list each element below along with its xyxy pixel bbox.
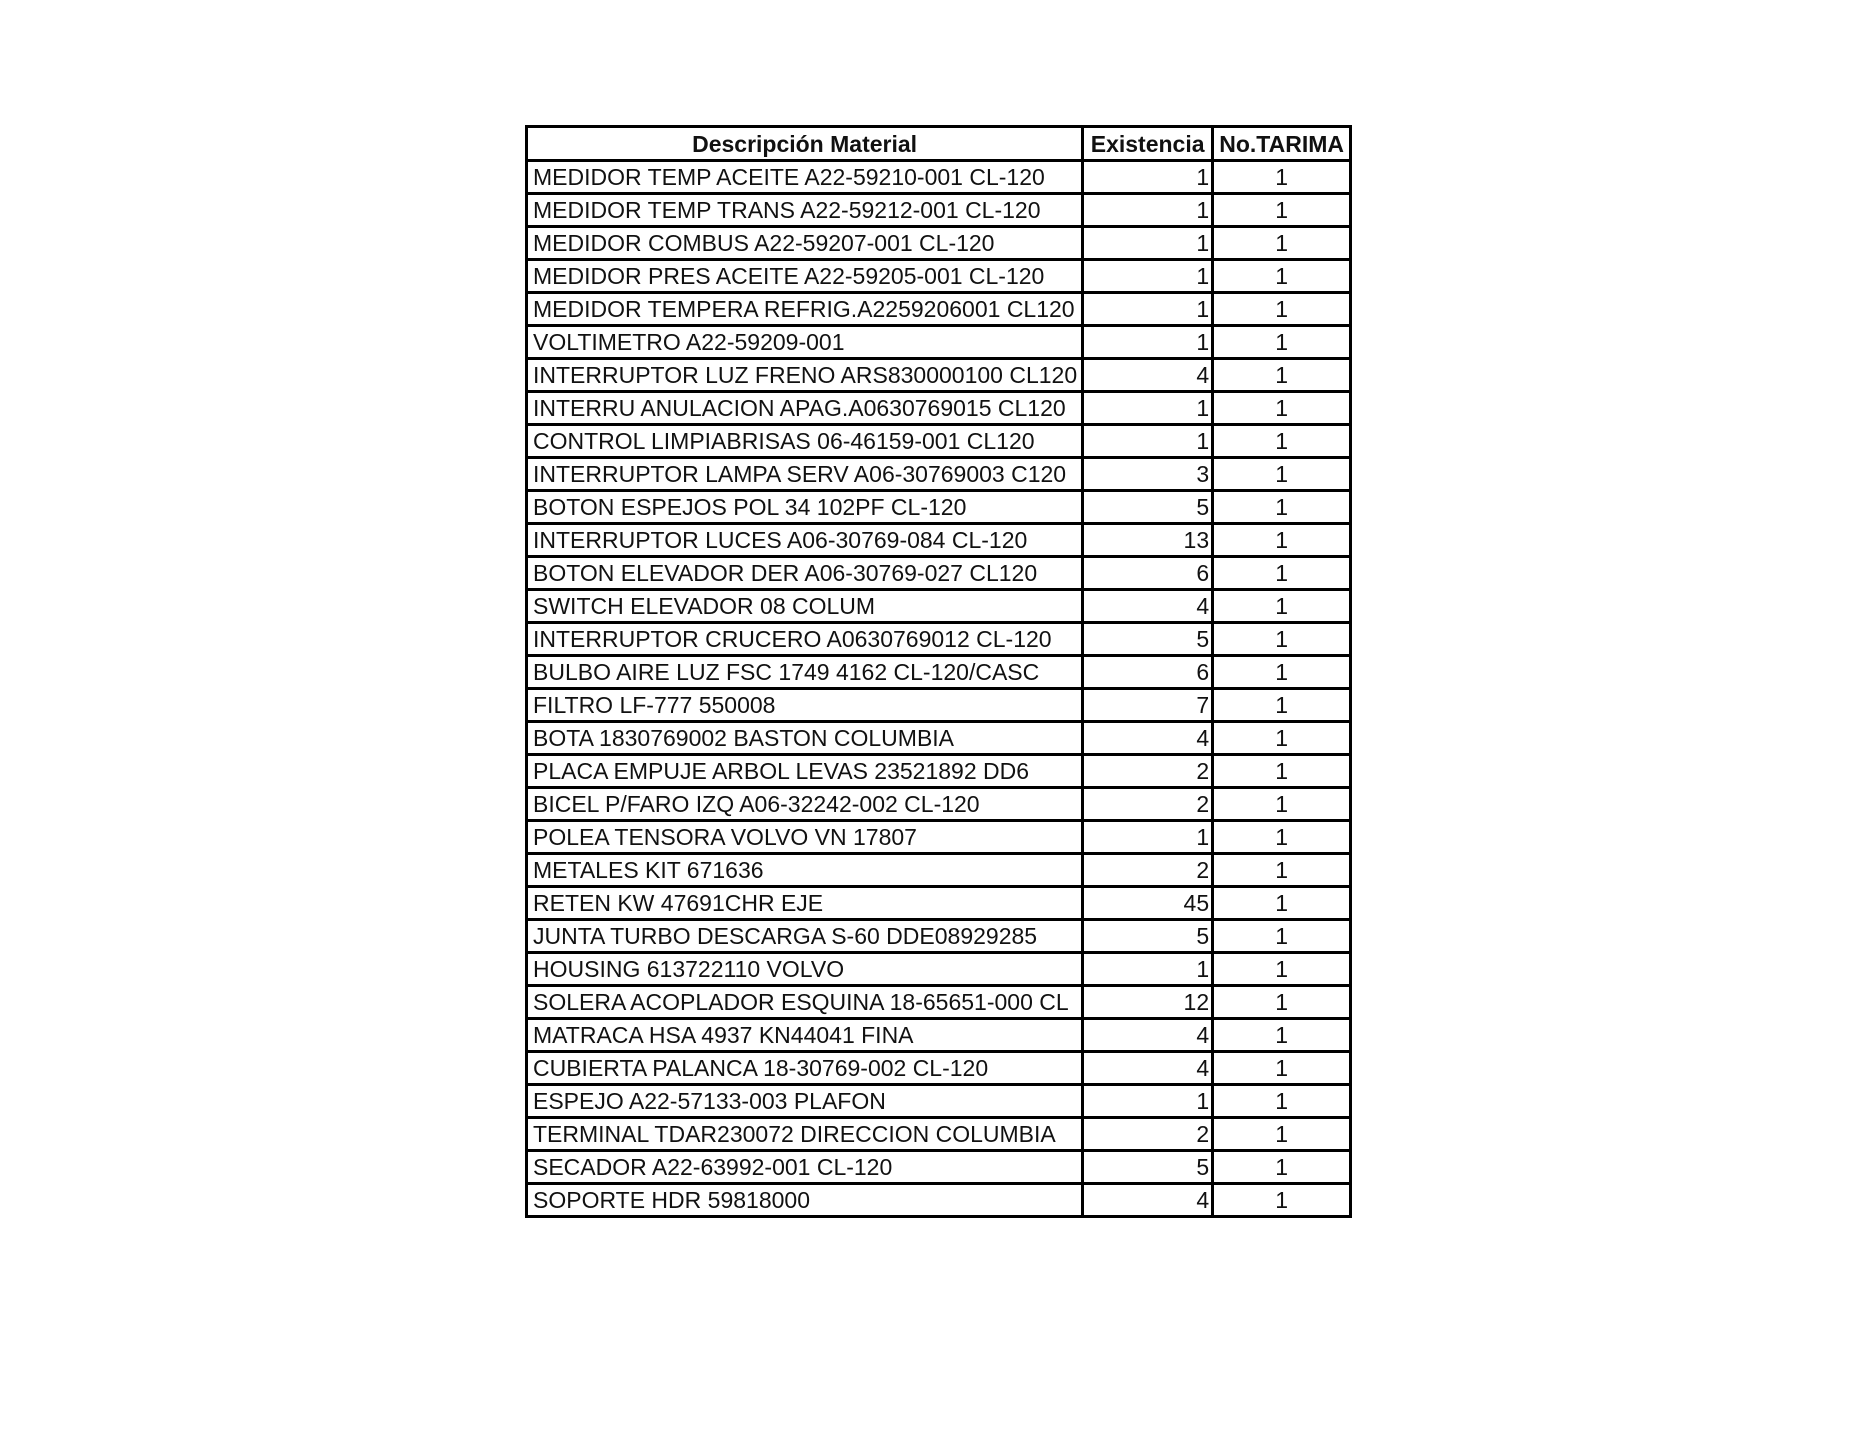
- table-row: [527, 293, 1351, 326]
- cell-existencia: 45: [1083, 887, 1213, 920]
- cell-existencia: 6: [1083, 656, 1213, 689]
- cell-existencia: 4: [1083, 359, 1213, 392]
- cell-descripcion: MEDIDOR PRES ACEITE A22-59205-001 CL-120: [527, 260, 1083, 293]
- cell-existencia: 1: [1083, 1085, 1213, 1118]
- table-row: [527, 623, 1351, 656]
- table-row: [527, 1184, 1351, 1217]
- cell-descripcion: CUBIERTA PALANCA 18-30769-002 CL-120: [527, 1052, 1083, 1085]
- cell-no-tarima: 1: [1213, 1184, 1351, 1217]
- cell-no-tarima: 1: [1213, 953, 1351, 986]
- cell-no-tarima: 1: [1213, 689, 1351, 722]
- cell-existencia: 1: [1083, 161, 1213, 194]
- cell-existencia: 5: [1083, 920, 1213, 953]
- table-row: [527, 689, 1351, 722]
- cell-descripcion: BOTA 1830769002 BASTON COLUMBIA: [527, 722, 1083, 755]
- cell-no-tarima: 1: [1213, 260, 1351, 293]
- cell-descripcion: INTERRUPTOR LUCES A06-30769-084 CL-120: [527, 524, 1083, 557]
- cell-no-tarima: 1: [1213, 1052, 1351, 1085]
- cell-existencia: 2: [1083, 788, 1213, 821]
- cell-descripcion: INTERRUPTOR LUZ FRENO ARS830000100 CL120: [527, 359, 1083, 392]
- cell-descripcion: SWITCH ELEVADOR 08 COLUM: [527, 590, 1083, 623]
- cell-existencia: 5: [1083, 491, 1213, 524]
- table-row: [527, 425, 1351, 458]
- cell-descripcion: HOUSING 613722110 VOLVO: [527, 953, 1083, 986]
- cell-descripcion: POLEA TENSORA VOLVO VN 17807: [527, 821, 1083, 854]
- cell-no-tarima: 1: [1213, 821, 1351, 854]
- table-row: [527, 755, 1351, 788]
- cell-no-tarima: 1: [1213, 887, 1351, 920]
- cell-descripcion: RETEN KW 47691CHR EJE: [527, 887, 1083, 920]
- header-existencia: Existencia: [1083, 127, 1213, 161]
- cell-descripcion: PLACA EMPUJE ARBOL LEVAS 23521892 DD6: [527, 755, 1083, 788]
- table-row: [527, 920, 1351, 953]
- cell-existencia: 3: [1083, 458, 1213, 491]
- table-row: [527, 359, 1351, 392]
- table-row: [527, 1118, 1351, 1151]
- cell-descripcion: VOLTIMETRO A22-59209-001: [527, 326, 1083, 359]
- cell-existencia: 4: [1083, 1052, 1213, 1085]
- table-row: [527, 887, 1351, 920]
- cell-descripcion: JUNTA TURBO DESCARGA S-60 DDE08929285: [527, 920, 1083, 953]
- cell-descripcion: INTERRUPTOR CRUCERO A0630769012 CL-120: [527, 623, 1083, 656]
- cell-descripcion: SOLERA ACOPLADOR ESQUINA 18-65651-000 CL: [527, 986, 1083, 1019]
- cell-no-tarima: 1: [1213, 194, 1351, 227]
- table-body: [527, 161, 1351, 1217]
- cell-no-tarima: 1: [1213, 590, 1351, 623]
- table-row: [527, 986, 1351, 1019]
- cell-existencia: 7: [1083, 689, 1213, 722]
- cell-no-tarima: 1: [1213, 458, 1351, 491]
- table-row: [527, 722, 1351, 755]
- table-row: [527, 1151, 1351, 1184]
- table-row: [527, 821, 1351, 854]
- table-row: [527, 161, 1351, 194]
- cell-descripcion: FILTRO LF-777 550008: [527, 689, 1083, 722]
- cell-existencia: 1: [1083, 194, 1213, 227]
- cell-no-tarima: 1: [1213, 392, 1351, 425]
- cell-existencia: 12: [1083, 986, 1213, 1019]
- table-row: [527, 953, 1351, 986]
- table-row: [527, 656, 1351, 689]
- cell-descripcion: MEDIDOR COMBUS A22-59207-001 CL-120: [527, 227, 1083, 260]
- cell-descripcion: METALES KIT 671636: [527, 854, 1083, 887]
- cell-no-tarima: 1: [1213, 425, 1351, 458]
- inventory-table: [525, 125, 1352, 1218]
- table-row: [527, 194, 1351, 227]
- table-row: [527, 458, 1351, 491]
- header-row: [527, 127, 1351, 161]
- cell-descripcion: MATRACA HSA 4937 KN44041 FINA: [527, 1019, 1083, 1052]
- cell-descripcion: CONTROL LIMPIABRISAS 06-46159-001 CL120: [527, 425, 1083, 458]
- table-row: [527, 1052, 1351, 1085]
- header-no-tarima: No.TARIMA: [1213, 127, 1351, 161]
- cell-descripcion: INTERRUPTOR LAMPA SERV A06-30769003 C120: [527, 458, 1083, 491]
- cell-no-tarima: 1: [1213, 293, 1351, 326]
- cell-no-tarima: 1: [1213, 1118, 1351, 1151]
- cell-existencia: 1: [1083, 821, 1213, 854]
- cell-no-tarima: 1: [1213, 161, 1351, 194]
- cell-descripcion: INTERRU ANULACION APAG.A0630769015 CL120: [527, 392, 1083, 425]
- cell-no-tarima: 1: [1213, 920, 1351, 953]
- cell-existencia: 1: [1083, 260, 1213, 293]
- cell-no-tarima: 1: [1213, 1019, 1351, 1052]
- table-row: [527, 1019, 1351, 1052]
- cell-descripcion: BOTON ESPEJOS POL 34 102PF CL-120: [527, 491, 1083, 524]
- cell-no-tarima: 1: [1213, 986, 1351, 1019]
- cell-descripcion: MEDIDOR TEMP ACEITE A22-59210-001 CL-120: [527, 161, 1083, 194]
- cell-descripcion: MEDIDOR TEMPERA REFRIG.A2259206001 CL120: [527, 293, 1083, 326]
- table-row: [527, 557, 1351, 590]
- cell-no-tarima: 1: [1213, 788, 1351, 821]
- table-row: [527, 260, 1351, 293]
- cell-existencia: 5: [1083, 623, 1213, 656]
- cell-descripcion: BULBO AIRE LUZ FSC 1749 4162 CL-120/CASC: [527, 656, 1083, 689]
- cell-no-tarima: 1: [1213, 623, 1351, 656]
- cell-existencia: 2: [1083, 854, 1213, 887]
- cell-no-tarima: 1: [1213, 722, 1351, 755]
- table-row: [527, 788, 1351, 821]
- table-row: [527, 491, 1351, 524]
- table-row: [527, 227, 1351, 260]
- cell-existencia: 1: [1083, 227, 1213, 260]
- cell-no-tarima: 1: [1213, 854, 1351, 887]
- cell-existencia: 4: [1083, 1019, 1213, 1052]
- table-row: [527, 392, 1351, 425]
- cell-descripcion: TERMINAL TDAR230072 DIRECCION COLUMBIA: [527, 1118, 1083, 1151]
- cell-existencia: 13: [1083, 524, 1213, 557]
- cell-existencia: 1: [1083, 953, 1213, 986]
- cell-existencia: 4: [1083, 1184, 1213, 1217]
- cell-descripcion: MEDIDOR TEMP TRANS A22-59212-001 CL-120: [527, 194, 1083, 227]
- cell-descripcion: BOTON ELEVADOR DER A06-30769-027 CL120: [527, 557, 1083, 590]
- table-row: [527, 524, 1351, 557]
- cell-no-tarima: 1: [1213, 1085, 1351, 1118]
- header-descripcion: Descripción Material: [527, 127, 1083, 161]
- cell-descripcion: BICEL P/FARO IZQ A06-32242-002 CL-120: [527, 788, 1083, 821]
- table-row: [527, 1085, 1351, 1118]
- cell-no-tarima: 1: [1213, 491, 1351, 524]
- cell-no-tarima: 1: [1213, 227, 1351, 260]
- table-row: [527, 326, 1351, 359]
- cell-existencia: 2: [1083, 755, 1213, 788]
- cell-existencia: 1: [1083, 392, 1213, 425]
- cell-existencia: 4: [1083, 722, 1213, 755]
- cell-descripcion: ESPEJO A22-57133-003 PLAFON: [527, 1085, 1083, 1118]
- cell-descripcion: SOPORTE HDR 59818000: [527, 1184, 1083, 1217]
- table-row: [527, 590, 1351, 623]
- cell-existencia: 1: [1083, 293, 1213, 326]
- cell-no-tarima: 1: [1213, 359, 1351, 392]
- cell-existencia: 1: [1083, 425, 1213, 458]
- cell-existencia: 1: [1083, 326, 1213, 359]
- table-row: [527, 854, 1351, 887]
- cell-existencia: 2: [1083, 1118, 1213, 1151]
- cell-no-tarima: 1: [1213, 1151, 1351, 1184]
- cell-no-tarima: 1: [1213, 656, 1351, 689]
- cell-no-tarima: 1: [1213, 557, 1351, 590]
- cell-no-tarima: 1: [1213, 326, 1351, 359]
- cell-no-tarima: 1: [1213, 755, 1351, 788]
- cell-existencia: 6: [1083, 557, 1213, 590]
- cell-descripcion: SECADOR A22-63992-001 CL-120: [527, 1151, 1083, 1184]
- cell-existencia: 5: [1083, 1151, 1213, 1184]
- cell-existencia: 4: [1083, 590, 1213, 623]
- cell-no-tarima: 1: [1213, 524, 1351, 557]
